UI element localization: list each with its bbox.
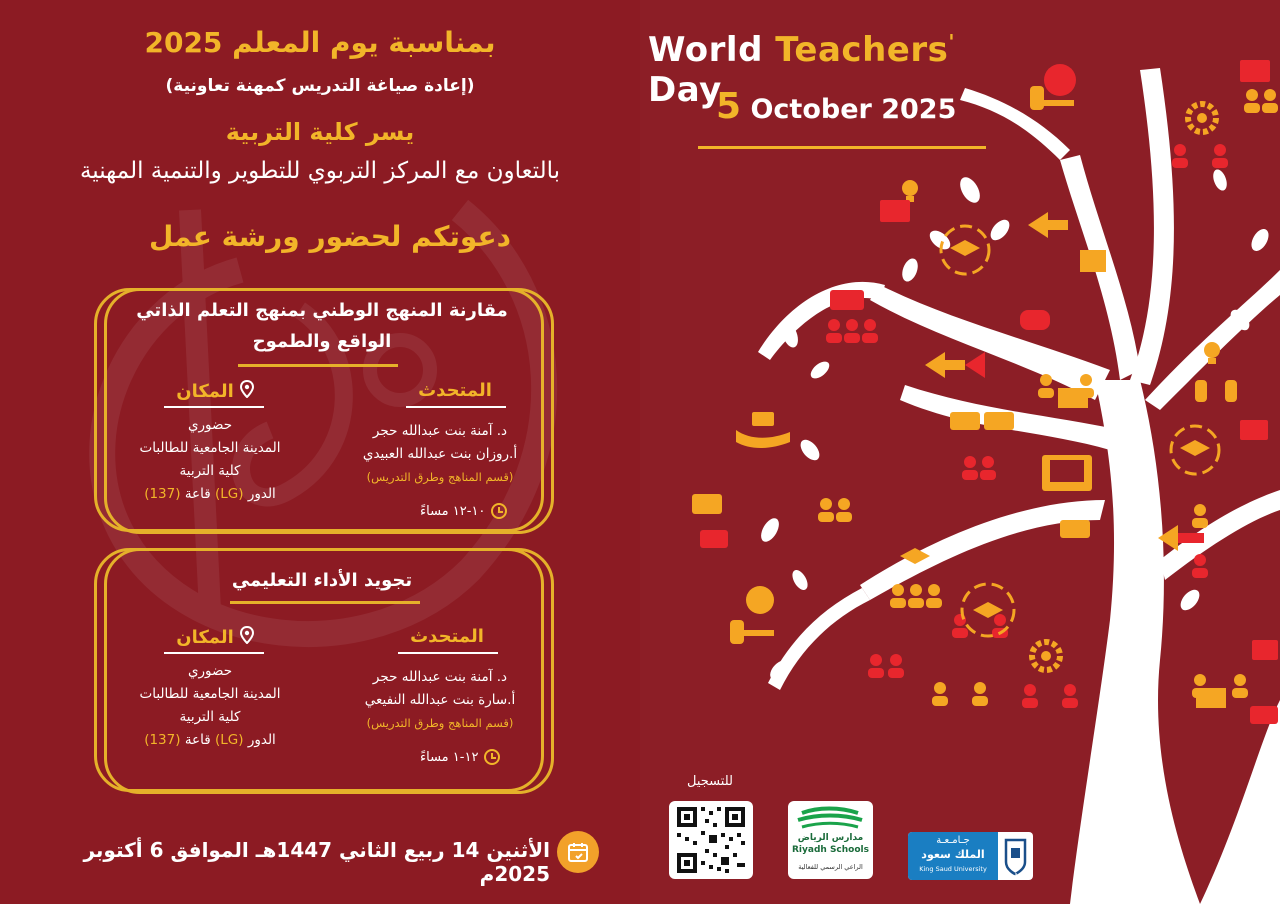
workshop-1-loc-3: كلية التربية <box>179 463 241 479</box>
calendar-icon <box>557 831 599 873</box>
workshop-2-time-text: ١٢-١ مساءً <box>420 749 479 765</box>
partner-line: بالتعاون مع المركز التربوي للتطوير والتنمية المهنية <box>79 158 561 184</box>
clock-icon <box>484 749 500 765</box>
workshop-1-location-heading: المكان <box>150 380 280 403</box>
workshop-1-loc-4: الدور (LG) قاعة (137) <box>144 486 276 502</box>
location-pin-icon <box>240 380 254 403</box>
workshop-2-loc-3: كلية التربية <box>179 709 241 725</box>
college-line: يسر كلية التربية <box>225 118 415 146</box>
divider <box>164 652 264 654</box>
workshop-1-subtitle: الواقع والطموح <box>252 331 392 352</box>
event-date-en: 5 October 2025 <box>716 86 957 127</box>
king-saud-university-logo: جـامـعـة الملك سعود King Saud University <box>908 832 1033 880</box>
workshop-1-speaker-heading: المتحدث <box>418 380 492 401</box>
workshop-1-title: مقارنة المنهج الوطني بمنهج التعلم الذاتي <box>136 300 508 321</box>
people-icon <box>818 89 1278 706</box>
hand-icon <box>736 412 790 448</box>
ksu-emblem-icon <box>998 832 1033 880</box>
registration-qr-code[interactable] <box>669 801 753 879</box>
clock-icon <box>491 503 507 519</box>
workshop-2-speaker-heading: المتحدث <box>410 626 484 647</box>
workshop-1-time <box>420 503 507 519</box>
workshop-2-title: تجويد الأداء التعليمي <box>231 570 413 591</box>
workshop-2-speaker-1: د. آمنة بنت عبدالله حجر <box>372 669 508 685</box>
tree-icon <box>640 0 1280 904</box>
location-pin-icon <box>240 626 254 649</box>
workshop-1-time-text: ١٠-١٢ مساءً <box>420 503 486 519</box>
workshop-1-loc-1: حضوري <box>187 417 233 433</box>
workshop-2-department: (قسم المناهج وطرق التدريس) <box>366 716 514 730</box>
event-date: الأثنين 14 ربيع الثاني 1447هـ الموافق 6 أكتوبر 2025م <box>83 838 550 886</box>
workshop-2-location-heading: المكان <box>150 626 280 649</box>
workshop-2-underline <box>230 601 420 604</box>
workshop-1-department: (قسم المناهج وطرق التدريس) <box>366 470 514 484</box>
reframe-subtitle: (إعادة صياغة التدريس كمهنة تعاونية) <box>165 76 475 96</box>
workshop-2-loc-4: الدور (LG) قاعة (137) <box>144 732 276 748</box>
workshop-2-loc-1: حضوري <box>187 663 233 679</box>
workshop-2-time <box>420 749 500 765</box>
workshop-1-loc-2: المدينة الجامعية للطالبات <box>139 440 281 456</box>
qr-code-icon <box>669 801 753 879</box>
invite-line: دعوتكم لحضور ورشة عمل <box>149 220 511 253</box>
register-label: للتسجيل <box>687 774 733 789</box>
workshop-1-speaker-2: أ.روزان بنت عبدالله العبيدي <box>362 446 518 462</box>
workshop-1-speaker-1: د. آمنة بنت عبدالله حجر <box>372 423 508 439</box>
riyadh-schools-logo: مدارس الرياض Riyadh Schools الراعي الرسمي للفعالية <box>788 801 873 879</box>
divider <box>164 406 264 408</box>
workshop-2-speaker-2: أ.سارة بنت عبدالله النفيعي <box>364 692 516 708</box>
workshop-2-loc-2: المدينة الجامعية للطالبات <box>139 686 281 702</box>
title-underline <box>698 146 986 149</box>
occasion-title: بمناسبة يوم المعلم 2025 <box>144 26 496 59</box>
divider <box>398 652 498 654</box>
tree-panel <box>640 0 1280 904</box>
event-title-en: World Teachers' Day <box>648 30 955 110</box>
divider <box>406 406 506 408</box>
workshop-1-underline <box>238 364 398 367</box>
